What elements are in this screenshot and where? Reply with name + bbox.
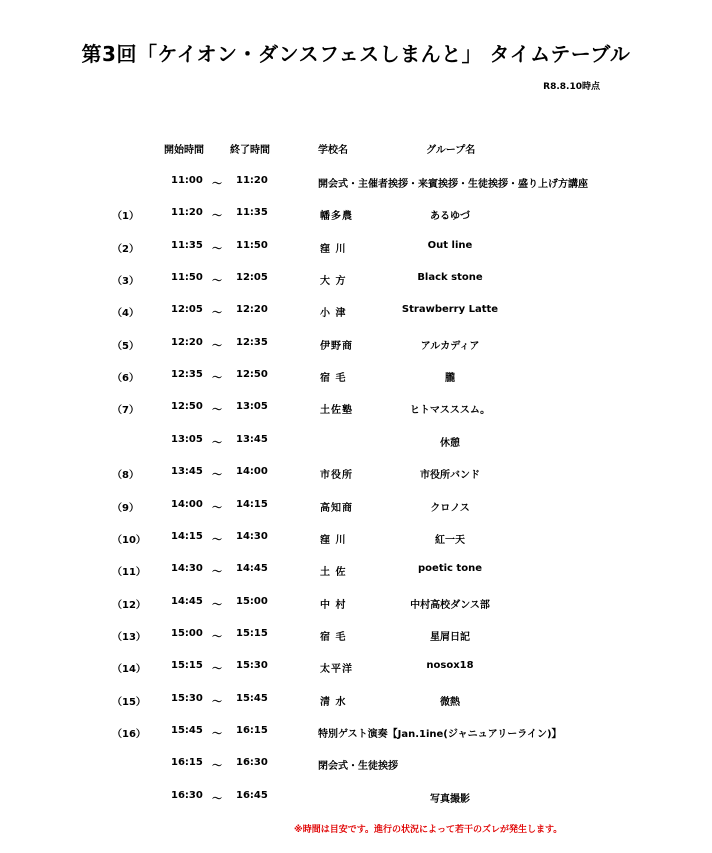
- end-time: 16:15: [236, 724, 268, 736]
- start-time: 15:15: [171, 660, 203, 672]
- header-end: 終了時間: [230, 145, 270, 156]
- start-time: 15:45: [171, 724, 203, 736]
- start-time: 11:20: [171, 207, 203, 219]
- tilde-separator: ～: [212, 211, 222, 223]
- row-number: （8）: [112, 470, 139, 482]
- start-time: 11:50: [171, 272, 203, 284]
- end-time: 13:45: [236, 433, 268, 445]
- row-number: （5）: [112, 340, 139, 352]
- header-start: 開始時間: [164, 145, 204, 156]
- row-number: （10）: [112, 534, 146, 546]
- end-time: 15:15: [236, 627, 268, 639]
- row-number: （2）: [112, 243, 139, 255]
- row-number: （1）: [112, 211, 139, 223]
- tilde-separator: ～: [212, 373, 222, 385]
- row-number: （3）: [112, 276, 139, 288]
- school-name: 窪 川: [320, 534, 347, 546]
- tilde-separator: ～: [212, 308, 222, 320]
- group-name: あるゆづ: [430, 211, 470, 223]
- school-name: 大 方: [320, 276, 347, 288]
- table-row: [0, 757, 712, 773]
- start-time: 14:00: [171, 498, 203, 510]
- school-name: 高知商: [320, 502, 353, 514]
- tilde-separator: ～: [212, 631, 222, 643]
- table-row: [0, 175, 712, 191]
- group-name: 市役所バンド: [420, 470, 480, 482]
- table-row: [0, 304, 712, 320]
- group-name: Black stone: [417, 272, 483, 284]
- start-time: 12:50: [171, 401, 203, 413]
- end-time: 11:35: [236, 207, 268, 219]
- table-row: [0, 369, 712, 385]
- end-time: 16:30: [236, 757, 268, 769]
- row-number: （14）: [112, 664, 146, 676]
- row-number: （16）: [112, 728, 146, 740]
- tilde-separator: ～: [212, 405, 222, 417]
- table-row: [0, 790, 712, 806]
- end-time: 14:30: [236, 530, 268, 542]
- group-name: 休憩: [440, 437, 460, 449]
- tilde-separator: ～: [212, 664, 222, 676]
- end-time: 15:00: [236, 595, 268, 607]
- row-number: （9）: [112, 502, 139, 514]
- start-time: 14:45: [171, 595, 203, 607]
- header-school: 学校名: [318, 145, 348, 156]
- end-time: 12:05: [236, 272, 268, 284]
- table-row: [0, 272, 712, 288]
- table-row: [0, 337, 712, 353]
- group-name: 微熱: [440, 696, 460, 708]
- page-title: 第3回「ケイオン・ダンスフェスしまんと」 タイムテーブル: [81, 42, 631, 66]
- tilde-separator: ～: [212, 243, 222, 255]
- school-name: 幡多農: [320, 211, 353, 223]
- row-number: （6）: [112, 373, 139, 385]
- header-group: グループ名: [426, 145, 476, 156]
- tilde-separator: ～: [212, 179, 222, 190]
- tilde-separator: ～: [212, 728, 222, 740]
- school-name: 中 村: [320, 599, 347, 611]
- table-row: [0, 660, 712, 676]
- group-name: 朧: [445, 373, 455, 385]
- end-time: 13:05: [236, 401, 268, 413]
- school-name: 宿 毛: [320, 631, 347, 643]
- row-number: （11）: [112, 567, 146, 579]
- tilde-separator: ～: [212, 470, 222, 482]
- start-time: 13:45: [171, 466, 203, 478]
- school-name: 小 津: [320, 308, 347, 320]
- end-time: 12:35: [236, 336, 268, 348]
- group-name: 中村高校ダンス部: [410, 599, 490, 611]
- tilde-separator: ～: [212, 534, 222, 546]
- tilde-separator: ～: [212, 437, 222, 449]
- tilde-separator: ～: [212, 502, 222, 514]
- school-name: 清 水: [320, 696, 347, 708]
- tilde-separator: ～: [212, 599, 222, 611]
- date-stamp: R8.8.10時点: [543, 82, 600, 92]
- start-time: 11:35: [171, 239, 203, 251]
- table-row: [0, 693, 712, 709]
- group-name: poetic tone: [418, 563, 482, 575]
- tilde-separator: ～: [212, 793, 222, 805]
- tilde-separator: ～: [212, 567, 222, 579]
- table-row: [0, 499, 712, 515]
- group-name: 星屑日記: [430, 631, 470, 643]
- end-time: 11:50: [236, 239, 268, 251]
- start-time: 11:00: [171, 175, 203, 186]
- group-name: 写真撮影: [430, 793, 470, 805]
- group-name: 開会式・主催者挨拶・来賓挨拶・生徒挨拶・盛り上げ方講座: [318, 179, 588, 190]
- school-name: 土佐塾: [320, 405, 353, 417]
- start-time: 12:35: [171, 369, 203, 381]
- tilde-separator: ～: [212, 276, 222, 288]
- group-name: 紅一天: [435, 534, 465, 546]
- end-time: 15:45: [236, 692, 268, 704]
- school-name: 宿 毛: [320, 373, 347, 385]
- table-row: [0, 401, 712, 417]
- table-row: [0, 466, 712, 482]
- school-name: 市役所: [320, 470, 353, 482]
- table-row: [0, 628, 712, 644]
- row-number: （15）: [112, 696, 146, 708]
- tilde-separator: ～: [212, 761, 222, 773]
- table-row: [0, 563, 712, 579]
- group-name: ヒトマスススム。: [409, 405, 491, 417]
- tilde-separator: ～: [212, 340, 222, 352]
- start-time: 14:30: [171, 563, 203, 575]
- row-number: （4）: [112, 308, 139, 320]
- end-time: 14:45: [236, 563, 268, 575]
- end-time: 14:00: [236, 466, 268, 478]
- row-number: （12）: [112, 599, 146, 611]
- school-name: 太平洋: [320, 664, 353, 676]
- start-time: 13:05: [171, 433, 203, 445]
- start-time: 16:30: [171, 789, 203, 801]
- group-name: 閉会式・生徒挨拶: [318, 761, 398, 773]
- start-time: 15:00: [171, 627, 203, 639]
- row-number: （7）: [112, 405, 139, 417]
- school-name: 伊野商: [320, 340, 353, 352]
- tilde-separator: ～: [212, 696, 222, 708]
- table-row: [0, 725, 712, 741]
- end-time: 12:50: [236, 369, 268, 381]
- group-name: 特別ゲスト演奏【Jan.1ine(ジャニュアリーライン)】: [318, 728, 562, 740]
- school-name: 窪 川: [320, 243, 347, 255]
- school-name: 土 佐: [320, 567, 347, 579]
- group-name: Strawberry Latte: [401, 304, 499, 316]
- group-name: クロノス: [430, 502, 470, 514]
- disclaimer-note: ※時間は目安です。進行の状況によって若干のズレが発生します。: [294, 825, 563, 835]
- end-time: 11:20: [236, 175, 268, 186]
- end-time: 15:30: [236, 660, 268, 672]
- start-time: 12:20: [171, 336, 203, 348]
- row-number: （13）: [112, 631, 146, 643]
- table-row: [0, 531, 712, 547]
- start-time: 12:05: [171, 304, 203, 316]
- group-name: nosox18: [426, 660, 474, 672]
- end-time: 14:15: [236, 498, 268, 510]
- start-time: 16:15: [171, 757, 203, 769]
- table-row: [0, 596, 712, 612]
- start-time: 15:30: [171, 692, 203, 704]
- group-name: アルカディア: [420, 340, 480, 352]
- end-time: 12:20: [236, 304, 268, 316]
- table-row: [0, 240, 712, 256]
- table-row: [0, 434, 712, 450]
- start-time: 14:15: [171, 530, 203, 542]
- group-name: Out line: [427, 239, 473, 251]
- end-time: 16:45: [236, 789, 268, 801]
- table-row: [0, 207, 712, 223]
